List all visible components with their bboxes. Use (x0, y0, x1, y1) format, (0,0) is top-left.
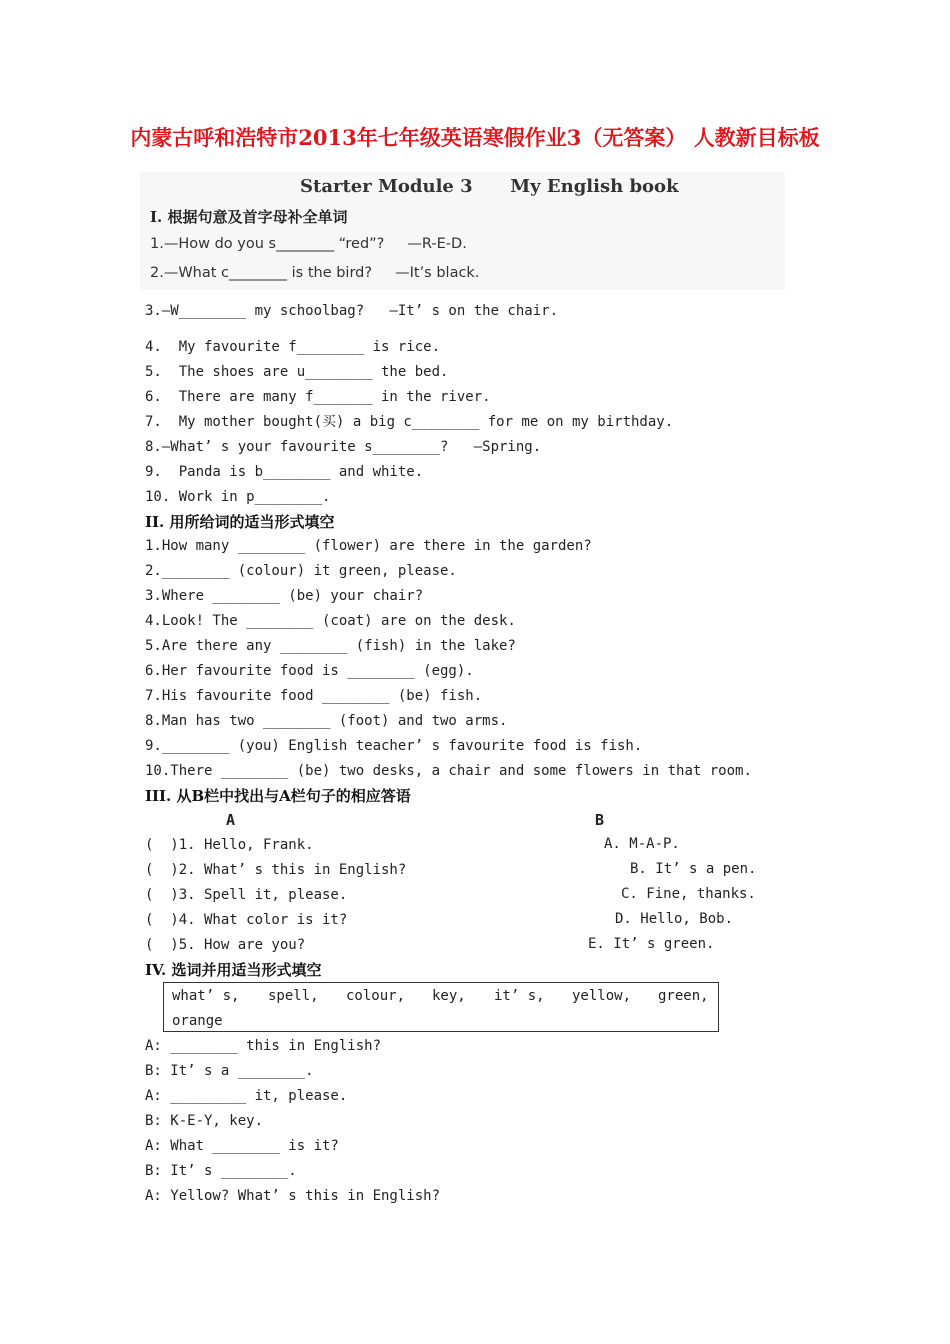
word-bank (163, 982, 719, 1032)
question-1: 1.—How do you s________ “red”? —R-E-D. (150, 236, 467, 252)
word-bank-item: what’ s, (172, 988, 240, 1004)
s2-question-6: 6.Her favourite food is ________ (egg). (145, 663, 474, 679)
word-bank-item: green, (658, 988, 709, 1004)
dialogue-line: A: Yellow? What’ s this in English? (145, 1188, 441, 1204)
s2-question-4: 4.Look! The ________ (coat) are on the desk. (145, 613, 516, 629)
match-answer-d: D. Hello, Bob. (615, 911, 734, 927)
word-bank-item: it’ s, (494, 988, 545, 1004)
section1-heading: I. 根据句意及首字母补全单词 (150, 208, 348, 226)
word-bank-item: yellow, (572, 988, 632, 1004)
section3-heading: III. 从B栏中找出与A栏句子的相应答语 (145, 787, 411, 805)
word-bank-item: colour, (346, 988, 406, 1004)
match-answer-b: B. It’ s a pen. (630, 861, 757, 877)
match-answer-a: A. M-A-P. (604, 836, 680, 852)
s2-question-2: 2.________ (colour) it green, please. (145, 563, 457, 579)
match-question-3: ( )3. Spell it, please. (145, 887, 348, 903)
s1-question-4: 4. My favourite f________ is rice. (145, 339, 441, 355)
s2-question-9: 9.________ (you) English teacher’ s favourite food is fish. (145, 738, 643, 754)
textbook-excerpt-image (140, 172, 785, 290)
s1-question-6: 6. There are many f_______ in the river. (145, 389, 491, 405)
s2-question-7: 7.His favourite food ________ (be) fish. (145, 688, 483, 704)
s1-question-8: 8.—What’ s your favourite s________? —Spring. (145, 439, 542, 455)
word-bank-item: key, (432, 988, 466, 1004)
match-question-2: ( )2. What’ s this in English? (145, 862, 407, 878)
match-answer-e: E. It’ s green. (588, 936, 715, 952)
s1-question-5: 5. The shoes are u________ the bed. (145, 364, 449, 380)
module-header: Starter Module 3 My English book (300, 176, 679, 197)
column-b-header: B (595, 811, 605, 829)
word-bank-item: spell, (268, 988, 319, 1004)
word-bank-item: orange (172, 1013, 223, 1029)
question-2: 2.—What c________ is the bird? —It’s black. (150, 265, 480, 281)
dialogue-line: A: ________ this in English? (145, 1038, 382, 1054)
dialogue-line: A: _________ it, please. (145, 1088, 348, 1104)
match-question-1: ( )1. Hello, Frank. (145, 837, 314, 853)
s2-question-10: 10.There ________ (be) two desks, a chair and some flowers in that room. (145, 763, 752, 779)
s2-question-5: 5.Are there any ________ (fish) in the lake? (145, 638, 516, 654)
page-title: 内蒙古呼和浩特市2013年七年级英语寒假作业3（无答案） 人教新目标板 (130, 125, 820, 150)
column-a-header: A (226, 811, 236, 829)
s1-question-10: 10. Work in p________. (145, 489, 331, 505)
section4-heading: IV. 选词并用适当形式填空 (145, 961, 322, 979)
s2-question-8: 8.Man has two ________ (foot) and two arms. (145, 713, 508, 729)
dialogue-line: B: It’ s a ________. (145, 1063, 314, 1079)
section2-heading: II. 用所给词的适当形式填空 (145, 513, 335, 531)
match-answer-c: C. Fine, thanks. (621, 886, 756, 902)
dialogue-line: A: What ________ is it? (145, 1138, 339, 1154)
s1-question-7: 7. My mother bought(买) a big c________ for me on my birthday. (145, 414, 674, 430)
match-question-5: ( )5. How are you? (145, 937, 306, 953)
s1-question-9: 9. Panda is b________ and white. (145, 464, 424, 480)
match-question-4: ( )4. What color is it? (145, 912, 348, 928)
s2-question-1: 1.How many ________ (flower) are there in the garden? (145, 538, 592, 554)
dialogue-line: B: K-E-Y, key. (145, 1113, 264, 1129)
s1-question-3: 3.—W________ my schoolbag? —It’ s on the chair. (145, 303, 559, 319)
dialogue-line: B: It’ s ________. (145, 1163, 297, 1179)
s2-question-3: 3.Where ________ (be) your chair? (145, 588, 424, 604)
